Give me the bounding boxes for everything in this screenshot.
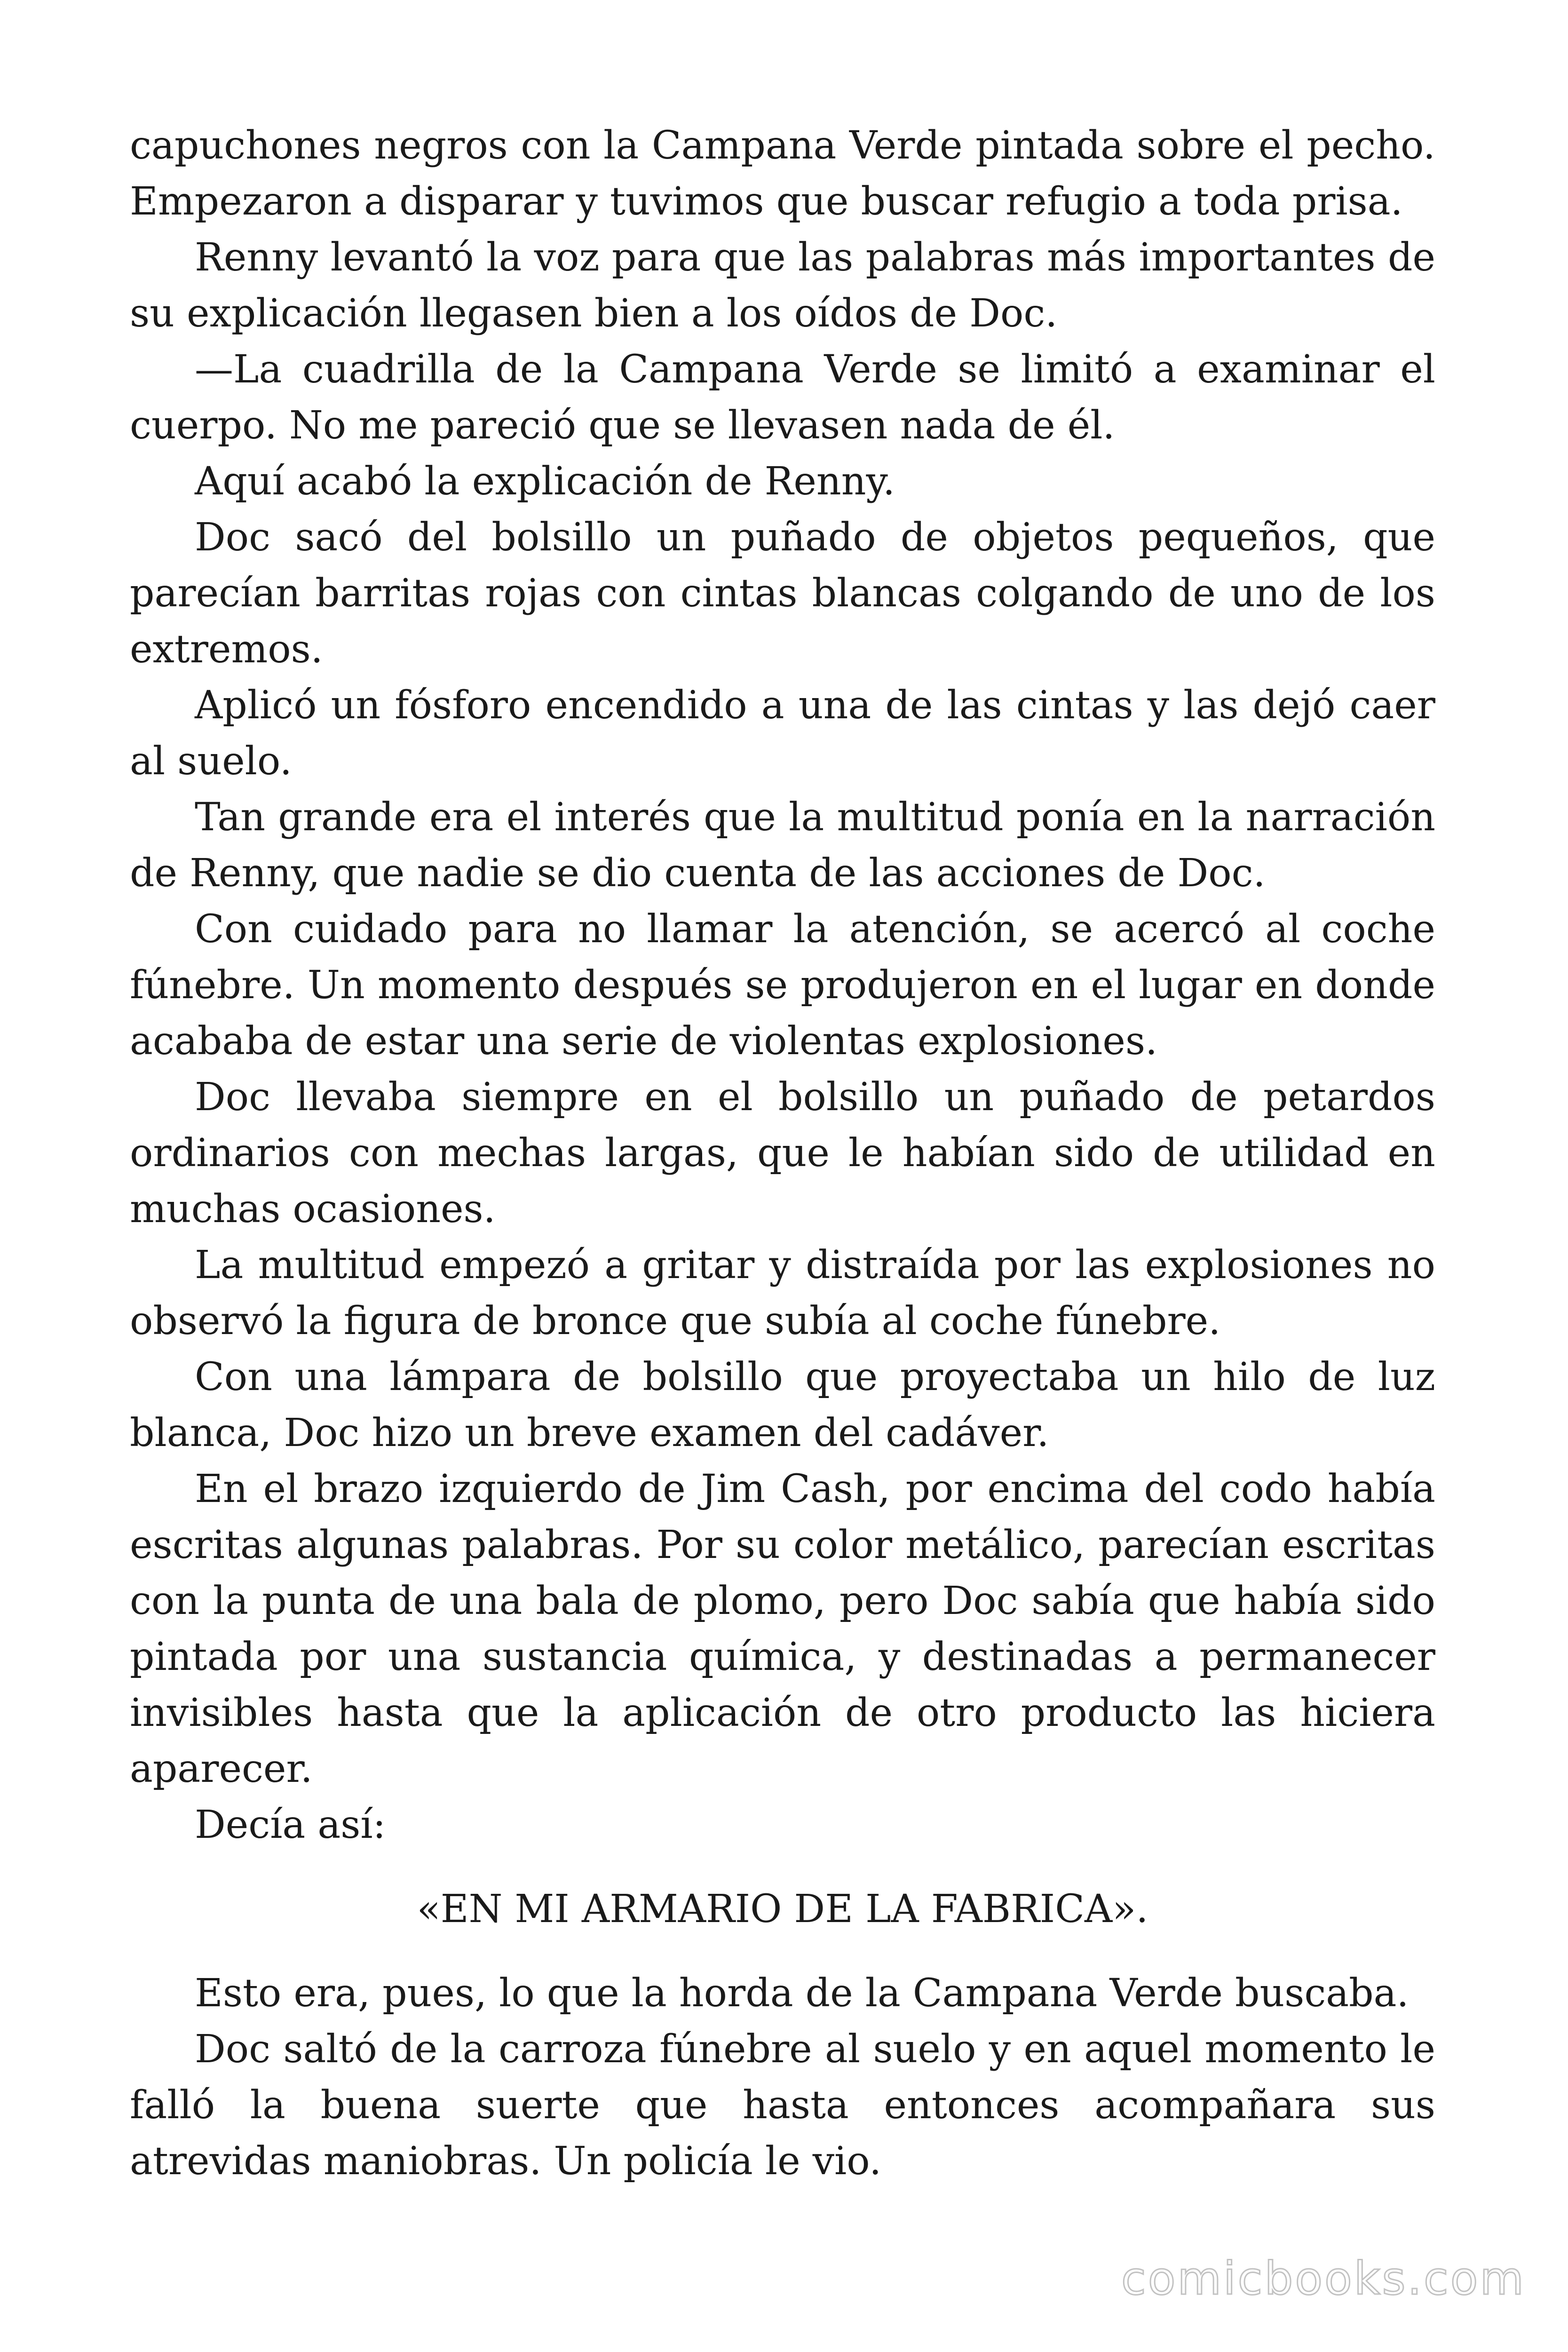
paragraph-11: Con una lámpara de bolsillo que proyectaba un hilo de luz blanca, Doc hizo un breve examen del cadáver.: [130, 1355, 1435, 1455]
paragraph-3: —La cuadrilla de la Campana Verde se limitó a examinar el cuerpo. No me pareció que se llevasen nada de él.: [130, 347, 1435, 448]
paragraph-12: En el brazo izquierdo de Jim Cash, por encima del codo había escritas algunas palabras. Por su color metálico, parecían escritas con la punta de una bala de plomo, pero Doc sabía que había sido pintada por una sustancia química, y destinadas a permanecer invisibles hasta que la aplicación de otro producto las hiciera aparecer.: [130, 1467, 1435, 1791]
paragraph-5: Doc sacó del bolsillo un puñado de objetos pequeños, que parecían barritas rojas con cintas blancas colgando de uno de los extremos.: [130, 515, 1435, 672]
paragraph-15: Doc saltó de la carroza fúnebre al suelo y en aquel momento le falló la buena suerte que hasta entonces acompañara sus atrevidas maniobras. Un policía le vio.: [130, 2027, 1435, 2184]
paragraph-2: Renny levantó la voz para que las palabras más importantes de su explicación llegasen bien a los oídos de Doc.: [130, 235, 1435, 336]
paragraph-1: capuchones negros con la Campana Verde pintada sobre el pecho. Empezaron a disparar y tuvimos que buscar refugio a toda prisa.: [130, 123, 1435, 224]
paragraph-14: Esto era, pues, lo que la horda de la Campana Verde buscaba.: [195, 1971, 1409, 2016]
paragraph-9: Doc llevaba siempre en el bolsillo un puñado de petardos ordinarios con mechas largas, que le habían sido de utilidad en muchas ocasiones.: [130, 1075, 1435, 1232]
inscription-quote: «EN MI ARMARIO DE LA FABRICA».: [417, 1887, 1148, 1931]
paragraph-4: Aquí acabó la explicación de Renny.: [195, 459, 895, 504]
paragraph-7: Tan grande era el interés que la multitud ponía en la narración de Renny, que nadie se dio cuenta de las acciones de Doc.: [130, 795, 1435, 896]
paragraph-10: La multitud empezó a gritar y distraída por las explosiones no observó la figura de bronce que subía al coche fúnebre.: [130, 1243, 1435, 1343]
paragraph-6: Aplicó un fósforo encendido a una de las cintas y las dejó caer al suelo.: [130, 683, 1435, 784]
watermark-logo: comicbooks.com: [1121, 2252, 1526, 2305]
paragraph-13: Decía así:: [195, 1803, 386, 1847]
paragraph-8: Con cuidado para no llamar la atención, se acercó al coche fúnebre. Un momento después se produjeron en el lugar en donde acababa de estar una serie de violentas explosiones.: [130, 907, 1435, 1064]
body-text: [130, 118, 1435, 2189]
